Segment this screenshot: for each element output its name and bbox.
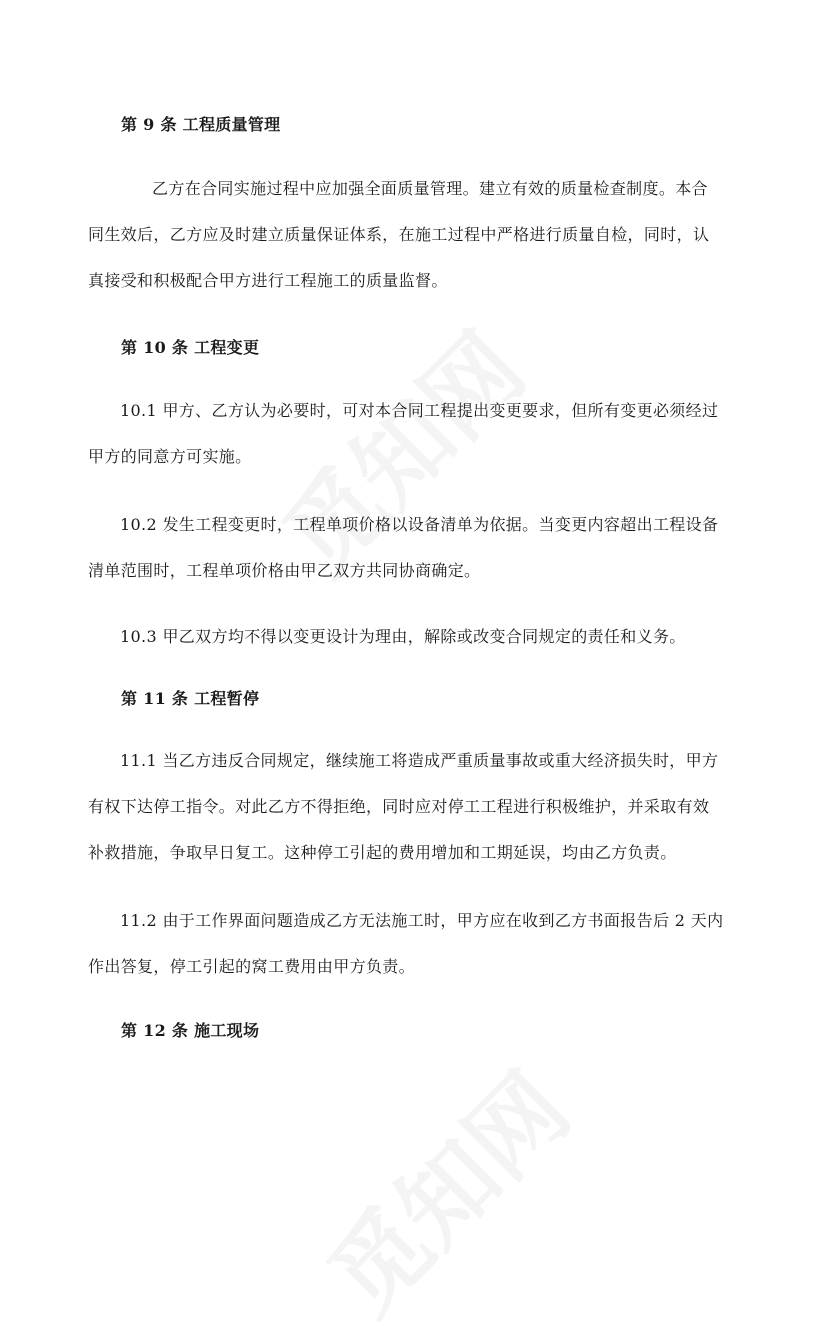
paragraph-line: 清单范围时，工程单项价格由甲乙双方共同协商确定。 [88, 561, 481, 580]
paragraph-line: 11.1 当乙方违反合同规定，继续施工将造成严重质量事故或重大经济损失时，甲方 [120, 751, 719, 770]
section-9-heading: 第 9 条 工程质量管理 [121, 115, 281, 134]
clause-11-1 [88, 738, 748, 876]
section-9-paragraph [88, 166, 748, 304]
watermark-bottom [294, 1038, 595, 1339]
paragraph-line: 乙方在合同实施过程中应加强全面质量管理。建立有效的质量检查制度。本合 [152, 179, 708, 198]
section-10-heading: 第 10 条 工程变更 [121, 338, 260, 357]
paragraph-line: 10.1 甲方、乙方认为必要时，可对本合同工程提出变更要求，但所有变更必须经过 [120, 401, 719, 420]
paragraph-line: 10.3 甲乙双方均不得以变更设计为理由，解除或改变合同规定的责任和义务。 [120, 627, 686, 646]
section-11-heading: 第 11 条 工程暂停 [121, 689, 260, 708]
paragraph-line: 同生效后，乙方应及时建立质量保证体系，在施工过程中严格进行质量自检，同时，认 [88, 225, 710, 244]
clause-10-3 [88, 614, 748, 660]
paragraph-line: 10.2 发生工程变更时，工程单项价格以设备清单为依据。当变更内容超出工程设备 [120, 515, 719, 534]
paragraph-line: 甲方的同意方可实施。 [88, 447, 252, 466]
paragraph-line: 真接受和积极配合甲方进行工程施工的质量监督。 [88, 271, 448, 290]
paragraph-line: 作出答复，停工引起的窝工费用由甲方负责。 [88, 957, 416, 976]
section-12-heading: 第 12 条 施工现场 [121, 1021, 260, 1040]
paragraph-line: 有权下达停工指令。对此乙方不得拒绝，同时应对停工工程进行积极维护，并采取有效 [88, 797, 710, 816]
paragraph-line: 补救措施，争取早日复工。这种停工引起的费用增加和工期延误，均由乙方负责。 [88, 843, 677, 862]
clause-10-1 [88, 388, 748, 480]
clause-10-2 [88, 502, 748, 594]
clause-11-2 [88, 898, 748, 990]
paragraph-line: 11.2 由于工作界面问题造成乙方无法施工时，甲方应在收到乙方书面报告后 2 天内 [120, 911, 724, 930]
